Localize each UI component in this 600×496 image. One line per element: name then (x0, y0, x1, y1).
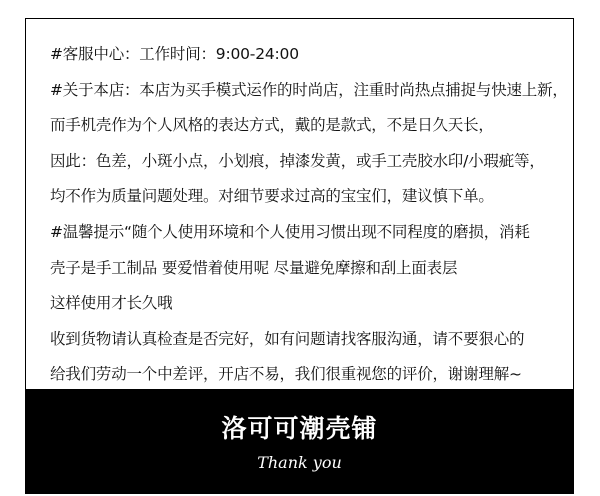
notice-line-inspect-goods: 收到货物请认真检查是否完好，如有问题请找客服沟通，请不要狠心的 (50, 329, 525, 348)
notice-line-handmade: 壳子是手工制品 要爱惜着使用呢 尽量避免摩擦和刮上面表层 (50, 258, 458, 277)
notice-line-not-quality-issue: 均不作为质量问题处理。对细节要求过高的宝宝们，建议慎下单。 (50, 187, 494, 206)
notice-line-about-shop: #关于本店：本店为买手模式运作的时尚店，注重时尚热点捕捉与快速上新， (50, 80, 568, 99)
footer-banner (26, 389, 573, 493)
notice-line-service-hours: #客服中心：工作时间：9:00-24:00 (50, 45, 299, 63)
notice-line-long-lasting: 这样使用才长久哦 (50, 294, 173, 313)
shop-name: 洛可可潮壳铺 (221, 414, 378, 443)
shop-notice-card (25, 18, 574, 494)
notice-line-style-expression: 而手机壳作为个人风格的表达方式，戴的是款式，不是日久天长， (50, 116, 494, 135)
notice-body (50, 37, 568, 393)
notice-line-warm-tip: #温馨提示“随个人使用环境和个人使用习惯出现不同程度的磨损，消耗 (50, 222, 530, 241)
notice-line-defects: 因此：色差，小斑小点，小划痕，掉漆发黄，或手工壳胶水印/小瑕疵等， (50, 151, 545, 170)
thank-you-text: Thank you (257, 453, 342, 472)
notice-line-thanks-understanding: 给我们劳动一个中差评，开店不易，我们很重视您的评价，谢谢理解~ (50, 365, 522, 384)
